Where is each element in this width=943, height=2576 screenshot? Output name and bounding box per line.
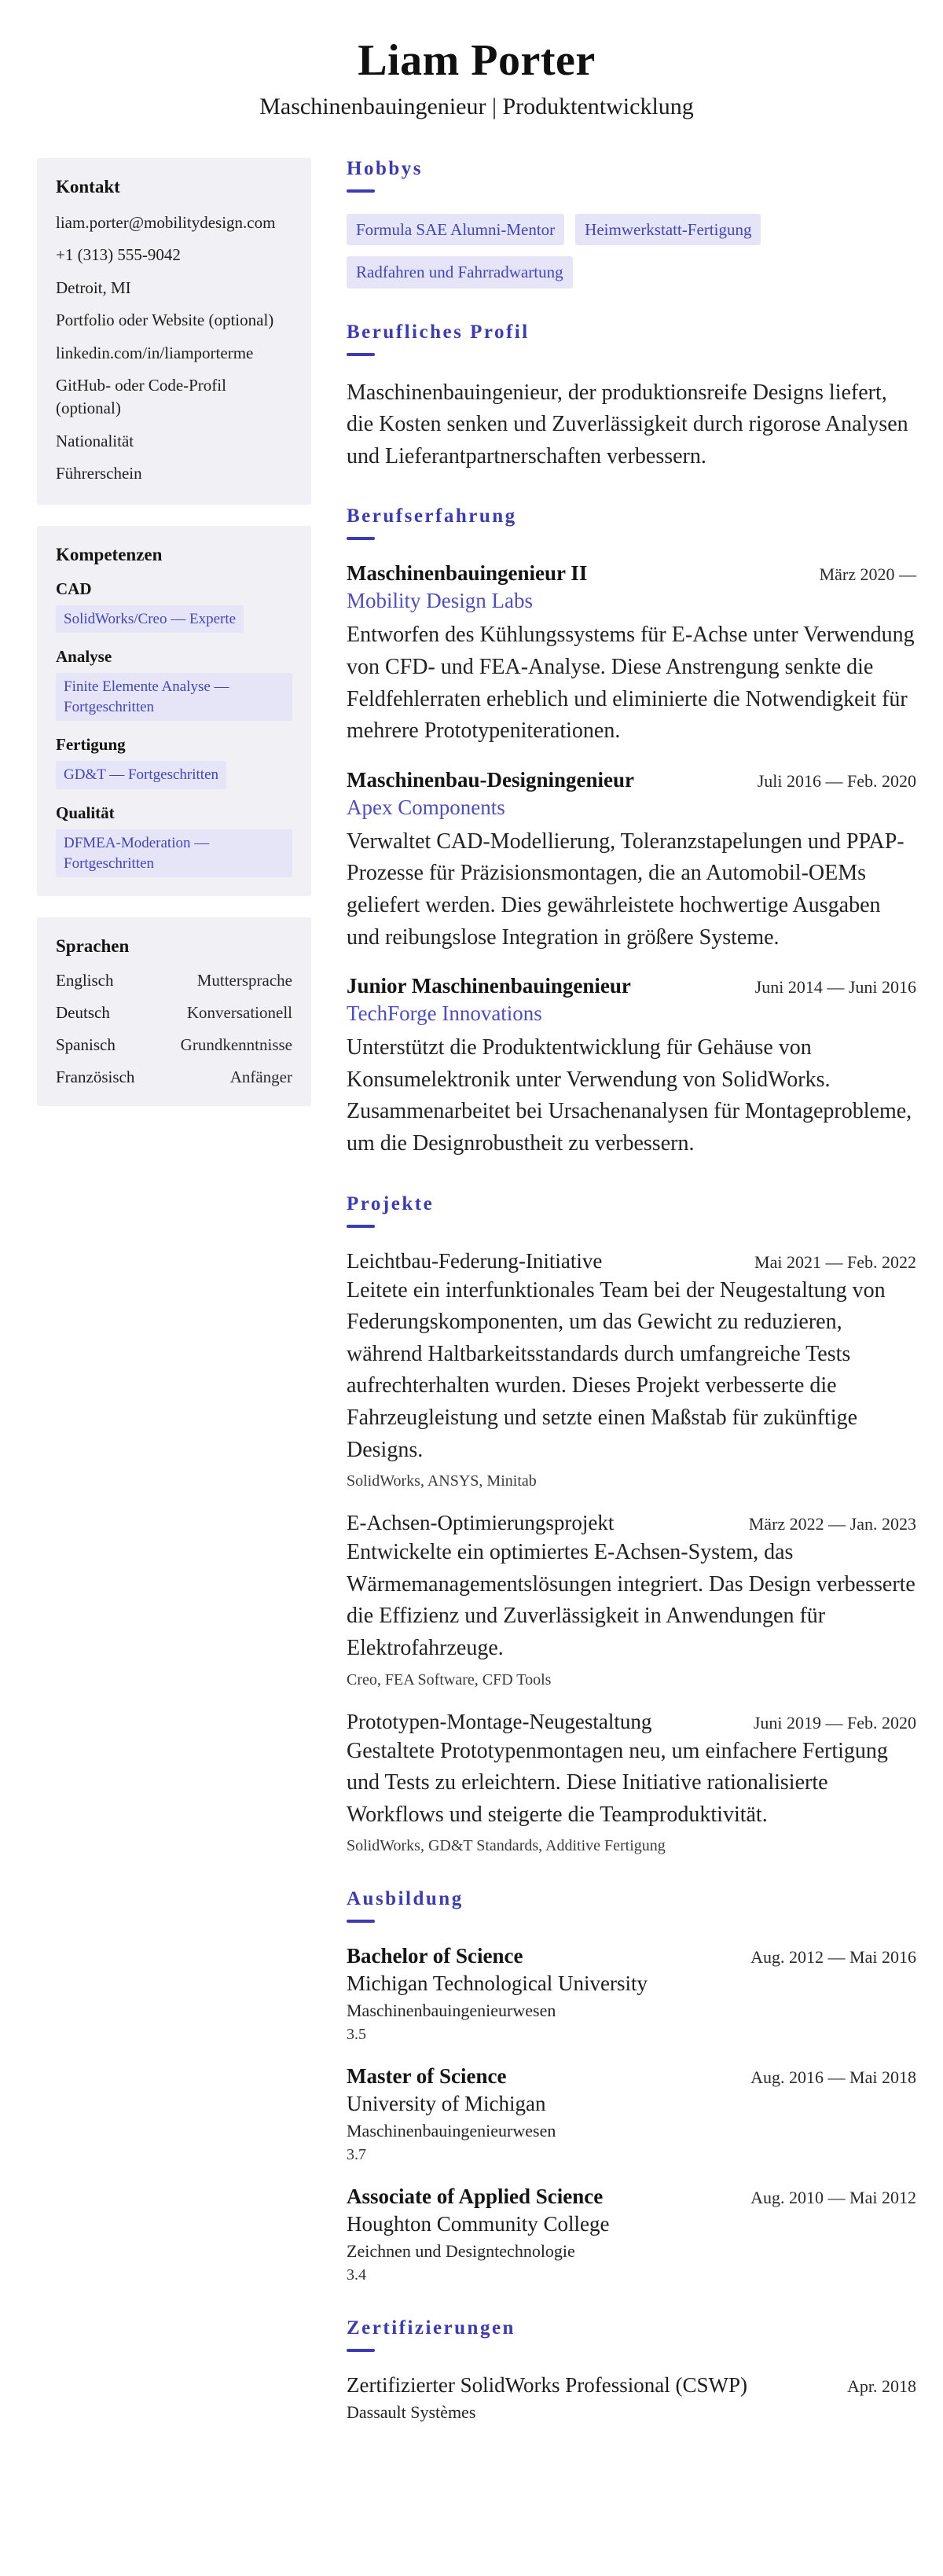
experience-section [347, 505, 916, 1159]
entry-header [347, 1249, 916, 1273]
entry-header [347, 1710, 916, 1734]
resume-header [37, 35, 916, 120]
school-name: Michigan Technological University [347, 1972, 648, 1996]
entry-header [347, 561, 916, 586]
language-row [56, 971, 292, 990]
contact-phone: +1 (313) 555-9042 [56, 245, 181, 265]
certifications-section [347, 2317, 916, 2423]
skills-section [37, 526, 311, 897]
section-rule [347, 2349, 375, 2352]
skill-category: Qualität [56, 803, 115, 823]
education-dates: Aug. 2010 — Mai 2012 [750, 2188, 916, 2208]
contact-github: GitHub- oder Code-Profil (optional) [56, 375, 226, 418]
project-name: Prototypen-Montage-Neugestaltung [347, 1709, 652, 1733]
job-title: Junior Maschinenbauingenieur [347, 974, 631, 998]
entry-header [347, 1511, 916, 1535]
project-entry [347, 1710, 916, 1856]
main-content [347, 158, 916, 2456]
entry-header [347, 768, 916, 792]
skill-badge: Finite Elemente Analyse — Fortgeschritten [56, 673, 292, 721]
school-name: University of Michigan [347, 2092, 546, 2116]
education-dates: Aug. 2012 — Mai 2016 [750, 1947, 916, 1968]
project-name: E-Achsen-Optimierungsprojekt [347, 1511, 615, 1535]
education-dates: Aug. 2016 — Mai 2018 [750, 2067, 916, 2088]
profile-section [347, 322, 916, 473]
job-title: Maschinenbauingenieur II [347, 561, 588, 586]
certifications-heading: Zertifizierungen [347, 2317, 516, 2339]
education-entry [347, 2064, 916, 2164]
skill-group [56, 647, 292, 721]
job-description: Verwaltet CAD-Modellierung, Toleranzstapelungen und PPAP-Prozesse für Präzisionsmontagen, die an Automobil-OEMs geliefert werden. Dies gewährleistete hochwertige Ausgaben und reibungslose Integration in größere Systeme. [347, 829, 904, 950]
certification-date: Apr. 2018 [847, 2376, 916, 2397]
field-of-study: Maschinenbauingenieurwesen [347, 2001, 556, 2021]
job-dates: Juli 2016 — Feb. 2020 [757, 770, 916, 791]
hobby-badge: Formula SAE Alumni-Mentor [347, 214, 564, 245]
hobby-badge: Radfahren und Fahrradwartung [347, 256, 573, 288]
project-description: Entwickelte ein optimiertes E-Achsen-System, das Wärmemanagementslösungen integriert. Das Design verbesserte die Effizienz und Zuverlässigkeit in Anwendungen für Elektrofahrzeuge. [347, 1540, 915, 1660]
project-description: Gestaltete Prototypenmontagen neu, um einfachere Fertigung und Tests zu erleichtern. Diese Initiative rationalisierte Workflows und steigerte die Teamproduktivität. [347, 1738, 888, 1827]
project-tools: SolidWorks, ANSYS, Minitab [347, 1472, 537, 1490]
education-entries [347, 1944, 916, 2284]
language-level: Konversationell [186, 1003, 292, 1023]
certification-entries [347, 2373, 916, 2423]
gpa-value: 3.4 [347, 2266, 366, 2284]
hobbies-section [347, 158, 916, 288]
language-level: Anfänger [229, 1068, 292, 1087]
candidate-name: Liam Porter [358, 36, 596, 85]
skill-category: Analyse [56, 647, 112, 667]
entry-header [347, 1944, 916, 1968]
section-rule [347, 353, 375, 356]
skill-group [56, 803, 292, 877]
entry-header [347, 2373, 916, 2398]
project-tools: SolidWorks, GD&T Standards, Additive Fertigung [347, 1837, 666, 1855]
education-entry [347, 2185, 916, 2284]
language-row [56, 1003, 292, 1023]
entry-header [347, 974, 916, 998]
language-name: Englisch [56, 971, 114, 990]
education-entry [347, 1944, 916, 2044]
certification-entry [347, 2373, 916, 2423]
project-dates: März 2022 — Jan. 2023 [748, 1514, 916, 1534]
language-level: Grundkenntnisse [180, 1035, 292, 1055]
degree-name: Master of Science [347, 2064, 507, 2089]
candidate-title: Maschinenbauingenieur | Produktentwicklung [259, 94, 694, 119]
language-row [56, 1035, 292, 1055]
degree-name: Bachelor of Science [347, 1944, 523, 1968]
hobbies-heading: Hobbys [347, 158, 423, 179]
projects-heading: Projekte [347, 1192, 435, 1215]
gpa-value: 3.5 [347, 2026, 366, 2044]
project-entries [347, 1249, 916, 1856]
project-entry [347, 1511, 916, 1689]
entry-header [347, 2185, 916, 2209]
sidebar [37, 158, 311, 1127]
skill-badge: DFMEA-Moderation — Fortgeschritten [56, 829, 292, 877]
contact-email: liam.porter@mobilitydesign.com [56, 213, 276, 232]
skill-category: Fertigung [56, 735, 126, 755]
contact-nationality: Nationalität [56, 431, 134, 450]
job-title: Maschinenbau-Designingenieur [347, 767, 635, 792]
contact-section [37, 158, 311, 505]
profile-text: Maschinenbauingenieur, der produktionsreife Designs liefert, die Kosten senken und Zuverlässigkeit durch rigorose Analysen und Lieferantpartnerschaften verbessern. [347, 380, 908, 469]
section-rule [347, 537, 375, 540]
section-rule [347, 1225, 375, 1228]
degree-name: Associate of Applied Science [347, 2185, 604, 2209]
profile-heading: Berufliches Profil [347, 321, 530, 343]
contact-website: Portfolio oder Website (optional) [56, 311, 274, 330]
job-dates: März 2020 — [819, 564, 916, 585]
experience-entry [347, 974, 916, 1159]
certification-name: Zertifizierter SolidWorks Professional (CSWP) [347, 2373, 747, 2398]
school-name: Houghton Community College [347, 2212, 610, 2236]
skill-group [56, 735, 292, 789]
company-name: Mobility Design Labs [347, 589, 533, 613]
project-name: Leichtbau-Federung-Initiative [347, 1248, 603, 1273]
project-dates: Mai 2021 — Feb. 2022 [754, 1251, 916, 1272]
gpa-value: 3.7 [347, 2146, 366, 2164]
skill-group [56, 579, 292, 634]
field-of-study: Maschinenbauingenieurwesen [347, 2121, 556, 2141]
education-heading: Ausbildung [347, 1888, 464, 1910]
company-name: Apex Components [347, 795, 505, 819]
contact-linkedin: linkedin.com/in/liamporterme [56, 343, 254, 362]
language-name: Französisch [56, 1068, 135, 1087]
hobby-badges [347, 214, 916, 288]
language-name: Spanisch [56, 1035, 116, 1055]
job-description: Unterstützt die Produktentwicklung für Gehäuse von Konsumelektronik unter Verwendung von SolidWorks. Zusammenarbeitet bei Ursachenanalysen für Montageprobleme, um die Designrobustheit zu verbessern. [347, 1035, 912, 1156]
experience-entry [347, 768, 916, 954]
project-entry [347, 1249, 916, 1491]
resume-columns [37, 158, 916, 2456]
company-name: TechForge Innovations [347, 1001, 542, 1026]
experience-entry [347, 561, 916, 747]
job-dates: Juni 2014 — Juni 2016 [754, 977, 916, 998]
hobby-badge: Heimwerkstatt-Fertigung [575, 214, 761, 245]
language-row [56, 1068, 292, 1087]
section-rule [347, 189, 375, 193]
project-tools: Creo, FEA Software, CFD Tools [347, 1670, 552, 1689]
skill-badge: GD&T — Fortgeschritten [56, 761, 226, 789]
projects-section [347, 1193, 916, 1856]
education-section [347, 1888, 916, 2284]
section-rule [347, 1920, 375, 1923]
field-of-study: Zeichnen und Designtechnologie [347, 2241, 575, 2262]
language-name: Deutsch [56, 1003, 110, 1023]
project-description: Leitete ein interfunktionales Team bei der Neugestaltung von Federungskomponenten, um das Gewicht zu reduzieren, während Haltbarkeitsstandards durch umfangreiche Tests aufrechterhalten wurden. Dieses Projekt verbesserte die Fahrzeugleistung und setzte einen Maßstab für zukünftige Designs. [347, 1277, 886, 1462]
contact-drivers-license: Führerschein [56, 464, 142, 483]
languages-section [37, 917, 311, 1106]
experience-entries [347, 561, 916, 1159]
languages-heading: Sprachen [56, 936, 130, 957]
project-dates: Juni 2019 — Feb. 2020 [753, 1712, 916, 1733]
skill-category: CAD [56, 579, 92, 598]
language-level: Muttersprache [196, 971, 292, 990]
certification-issuer: Dassault Systèmes [347, 2402, 476, 2423]
experience-heading: Berufserfahrung [347, 505, 517, 527]
skill-badge: SolidWorks/Creo — Experte [56, 605, 244, 634]
job-description: Entworfen des Kühlungssystems für E-Achse unter Verwendung von CFD- und FEA-Analyse. Diese Anstrengung senkte die Feldfehlerraten erheblich und eliminierte die Notwendigkeit für mehrere Prototypeniterationen. [347, 623, 915, 744]
skills-heading: Kompetenzen [56, 544, 163, 564]
contact-heading: Kontakt [56, 177, 120, 197]
contact-location: Detroit, MI [56, 277, 131, 297]
entry-header [347, 2064, 916, 2089]
